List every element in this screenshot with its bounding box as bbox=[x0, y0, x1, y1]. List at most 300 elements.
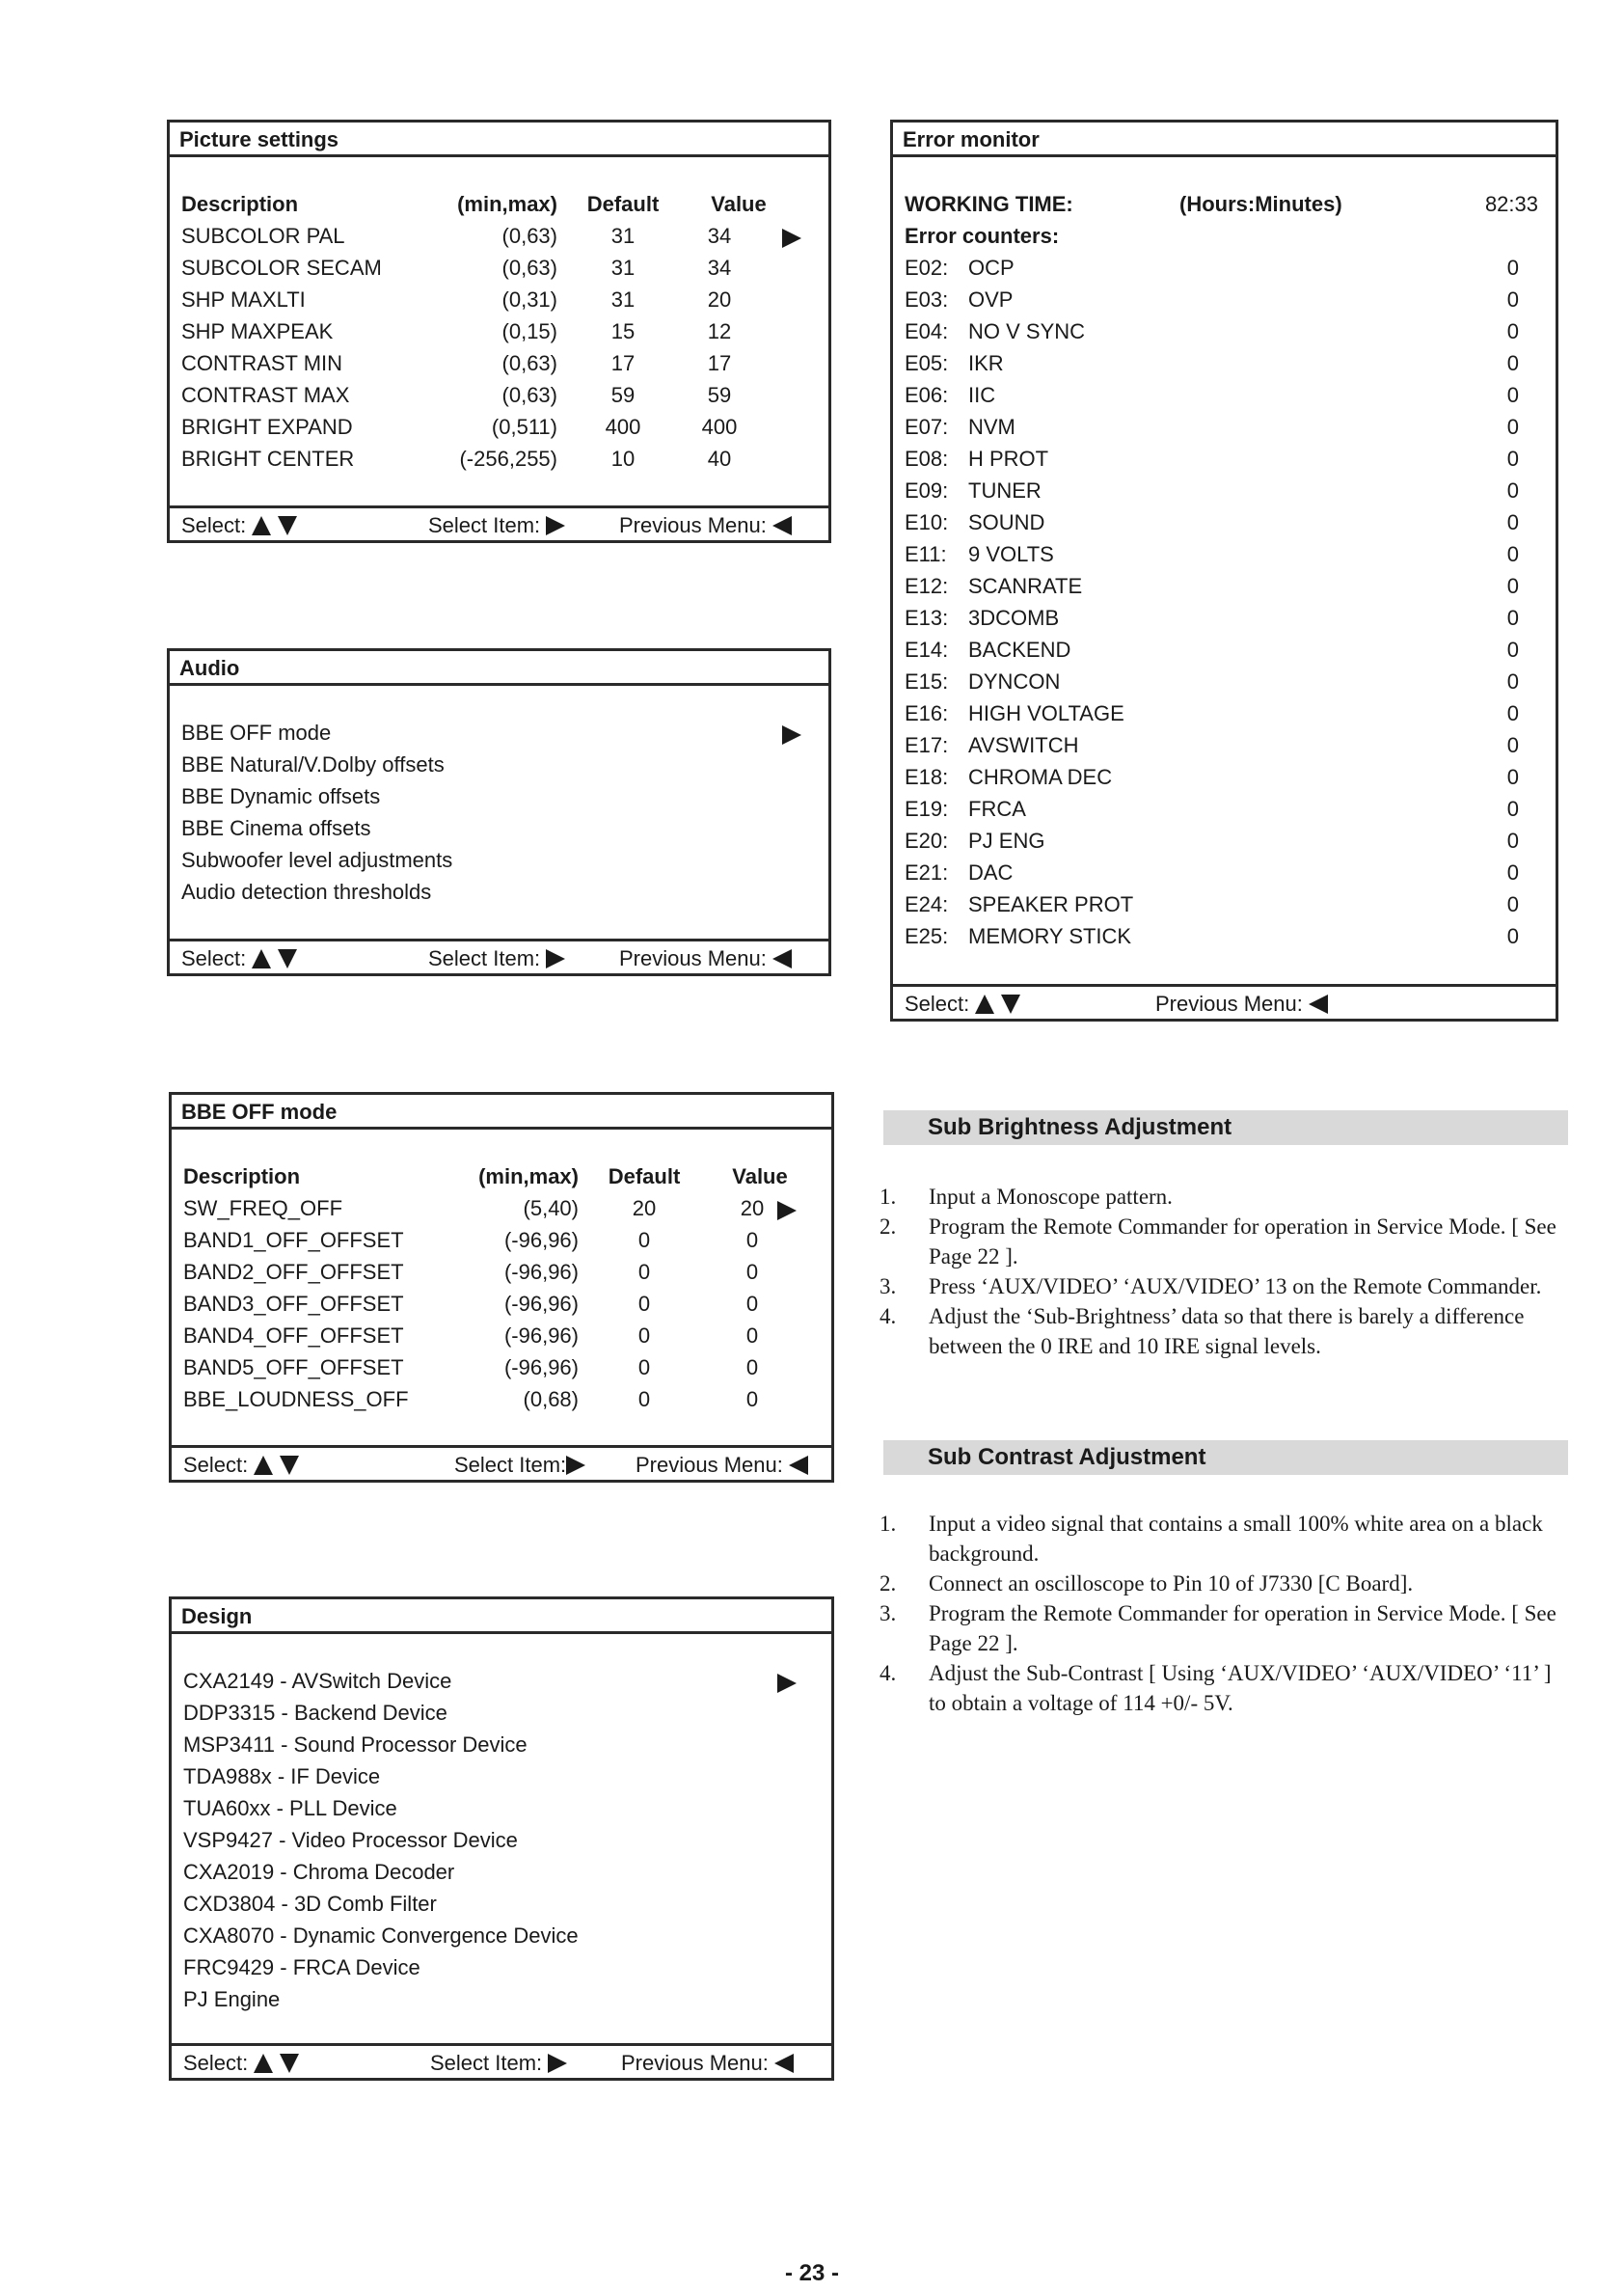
up-arrow-icon bbox=[252, 949, 271, 968]
step-number: 3. bbox=[880, 1274, 897, 1298]
menu-item[interactable] bbox=[170, 816, 828, 848]
sub-brightness-steps bbox=[880, 1182, 1574, 1361]
col-default: Default bbox=[608, 1164, 681, 1188]
select-item-hint bbox=[430, 2051, 567, 2076]
row-minmax: (5,40) bbox=[523, 1196, 579, 1220]
selected-arrow-icon bbox=[777, 1198, 797, 1223]
error-code: E13: bbox=[905, 606, 949, 630]
error-name: FRCA bbox=[968, 797, 1026, 821]
step-text: Input a Monoscope pattern. bbox=[929, 1185, 1173, 1209]
step-text: Connect an oscilloscope to Pin 10 of J7330 [C Board]. bbox=[929, 1571, 1414, 1596]
right-arrow-icon bbox=[548, 2054, 567, 2073]
menu-item-label: DDP3315 - Backend Device bbox=[183, 1701, 447, 1725]
menu-item-label: BBE OFF mode bbox=[181, 721, 332, 745]
error-count: 0 bbox=[1506, 765, 1519, 789]
menu-item[interactable] bbox=[172, 1955, 831, 1987]
step bbox=[880, 1509, 1574, 1568]
menu-item-label: CXA8070 - Dynamic Convergence Device bbox=[183, 1923, 579, 1948]
left-arrow-icon bbox=[772, 949, 792, 968]
error-row bbox=[893, 383, 1556, 415]
page-number: - 23 - bbox=[784, 2260, 839, 2286]
select-hint bbox=[905, 992, 1020, 1017]
error-count: 0 bbox=[1506, 638, 1519, 662]
row-value: 0 bbox=[745, 1260, 759, 1284]
row-description: BAND3_OFF_OFFSET bbox=[183, 1292, 404, 1316]
select-hint bbox=[183, 2051, 299, 2076]
error-count: 0 bbox=[1506, 797, 1519, 821]
previous-menu-label: Previous Menu: bbox=[636, 1453, 783, 1477]
table-row[interactable] bbox=[170, 287, 828, 319]
up-arrow-icon bbox=[252, 516, 271, 535]
error-row bbox=[893, 510, 1556, 542]
row-value: 0 bbox=[745, 1292, 759, 1316]
error-row bbox=[893, 574, 1556, 606]
step-text: Adjust the ‘Sub-Brightness’ data so that there is barely a difference between the 0 IRE and 10 IRE signal levels. bbox=[929, 1304, 1525, 1358]
menu-item[interactable] bbox=[172, 1701, 831, 1732]
error-name: IKR bbox=[968, 351, 1004, 375]
row-description: BRIGHT CENTER bbox=[181, 447, 355, 471]
error-row bbox=[893, 829, 1556, 860]
menu-item[interactable] bbox=[172, 1669, 831, 1701]
sub-brightness-heading: Sub Brightness Adjustment bbox=[883, 1110, 1568, 1145]
sub-contrast-steps bbox=[880, 1509, 1574, 1718]
select-item-label: Select Item: bbox=[428, 946, 541, 970]
table-row[interactable] bbox=[170, 447, 828, 478]
select-item-hint bbox=[428, 946, 565, 971]
error-name: SPEAKER PROT bbox=[968, 892, 1134, 916]
row-value: 0 bbox=[745, 1387, 759, 1411]
row-value: 59 bbox=[707, 383, 732, 407]
left-arrow-icon bbox=[774, 2054, 794, 2073]
down-arrow-icon bbox=[278, 949, 297, 968]
error-count: 0 bbox=[1506, 829, 1519, 853]
table-row[interactable] bbox=[170, 383, 828, 415]
row-description: BBE_LOUDNESS_OFF bbox=[183, 1387, 409, 1411]
up-arrow-icon bbox=[254, 2054, 273, 2073]
step-number: 2. bbox=[880, 1214, 897, 1239]
menu-item-label: BBE Natural/V.Dolby offsets bbox=[181, 752, 445, 777]
select-item-label: Select Item: bbox=[454, 1453, 567, 1477]
select-item-label: Select Item: bbox=[430, 2051, 543, 2075]
menu-item[interactable] bbox=[172, 1892, 831, 1923]
menu-item-label: CXA2019 - Chroma Decoder bbox=[183, 1860, 455, 1884]
error-name: DYNCON bbox=[968, 669, 1061, 694]
row-value: 20 bbox=[707, 287, 732, 312]
error-name: HIGH VOLTAGE bbox=[968, 701, 1124, 725]
panel-title: Picture settings bbox=[170, 123, 828, 157]
row-default: 31 bbox=[610, 224, 636, 248]
error-row bbox=[893, 669, 1556, 701]
step bbox=[880, 1658, 1574, 1718]
row-minmax: (0,31) bbox=[501, 287, 557, 312]
left-arrow-icon bbox=[772, 516, 792, 535]
selected-arrow-icon bbox=[782, 226, 801, 251]
error-count: 0 bbox=[1506, 574, 1519, 598]
error-count: 0 bbox=[1506, 701, 1519, 725]
step-text: Press ‘AUX/VIDEO’ ‘AUX/VIDEO’ 13 on the Remote Commander. bbox=[929, 1274, 1542, 1298]
error-row bbox=[893, 478, 1556, 510]
row-default: 0 bbox=[637, 1387, 651, 1411]
row-description: BAND2_OFF_OFFSET bbox=[183, 1260, 404, 1284]
row-description: SHP MAXPEAK bbox=[181, 319, 334, 343]
right-arrow-icon bbox=[566, 1456, 585, 1475]
error-code: E25: bbox=[905, 924, 949, 948]
down-arrow-icon bbox=[280, 1456, 299, 1475]
select-label: Select: bbox=[181, 513, 247, 537]
previous-menu-hint bbox=[1155, 992, 1328, 1017]
error-count: 0 bbox=[1506, 319, 1519, 343]
error-code: E03: bbox=[905, 287, 949, 312]
row-minmax: (-96,96) bbox=[503, 1323, 579, 1348]
row-description: SHP MAXLTI bbox=[181, 287, 306, 312]
select-label: Select: bbox=[181, 946, 247, 970]
row-description: CONTRAST MIN bbox=[181, 351, 343, 375]
error-row bbox=[893, 542, 1556, 574]
step-number: 4. bbox=[880, 1661, 897, 1685]
row-value: 400 bbox=[701, 415, 738, 439]
error-code: E16: bbox=[905, 701, 949, 725]
step bbox=[880, 1182, 1574, 1212]
error-name: NO V SYNC bbox=[968, 319, 1086, 343]
table-header bbox=[170, 192, 828, 224]
error-code: E11: bbox=[905, 542, 947, 566]
row-default: 0 bbox=[637, 1323, 651, 1348]
table-row[interactable] bbox=[170, 224, 828, 256]
error-count: 0 bbox=[1506, 478, 1519, 503]
error-count: 0 bbox=[1506, 733, 1519, 757]
table-row[interactable] bbox=[170, 351, 828, 383]
down-arrow-icon bbox=[278, 516, 297, 535]
picture-settings-panel bbox=[167, 120, 831, 543]
error-name: PJ ENG bbox=[968, 829, 1045, 853]
error-code: E21: bbox=[905, 860, 949, 885]
down-arrow-icon bbox=[1001, 995, 1020, 1014]
error-code: E04: bbox=[905, 319, 949, 343]
panel-footer bbox=[172, 2043, 831, 2078]
error-code: E10: bbox=[905, 510, 949, 534]
row-value: 17 bbox=[707, 351, 732, 375]
menu-item-label: TUA60xx - PLL Device bbox=[183, 1796, 397, 1820]
error-name: MEMORY STICK bbox=[968, 924, 1132, 948]
table-row[interactable] bbox=[172, 1228, 831, 1260]
row-value: 0 bbox=[745, 1228, 759, 1252]
previous-menu-label: Previous Menu: bbox=[1155, 992, 1303, 1016]
error-code: E07: bbox=[905, 415, 949, 439]
row-minmax: (-96,96) bbox=[503, 1228, 579, 1252]
table-row[interactable] bbox=[172, 1260, 831, 1292]
error-code: E19: bbox=[905, 797, 949, 821]
row-description: SW_FREQ_OFF bbox=[183, 1196, 343, 1220]
error-count: 0 bbox=[1506, 510, 1519, 534]
select-label: Select: bbox=[183, 2051, 249, 2075]
error-name: NVM bbox=[968, 415, 1015, 439]
error-count: 0 bbox=[1506, 256, 1519, 280]
up-arrow-icon bbox=[254, 1456, 273, 1475]
select-label: Select: bbox=[183, 1453, 249, 1477]
previous-menu-label: Previous Menu: bbox=[619, 513, 767, 537]
up-arrow-icon bbox=[975, 995, 994, 1014]
error-name: DAC bbox=[968, 860, 1014, 885]
menu-item[interactable] bbox=[172, 1923, 831, 1955]
error-row bbox=[893, 860, 1556, 892]
row-default: 0 bbox=[637, 1260, 651, 1284]
row-value: 0 bbox=[745, 1323, 759, 1348]
step-number: 1. bbox=[880, 1185, 897, 1209]
error-name: CHROMA DEC bbox=[968, 765, 1113, 789]
table-row[interactable] bbox=[172, 1387, 831, 1419]
menu-item-label: VSP9427 - Video Processor Device bbox=[183, 1828, 518, 1852]
right-arrow-icon bbox=[546, 516, 565, 535]
down-arrow-icon bbox=[280, 2054, 299, 2073]
previous-menu-hint bbox=[621, 2051, 794, 2076]
error-row bbox=[893, 256, 1556, 287]
row-minmax: (0,68) bbox=[523, 1387, 579, 1411]
row-description: BRIGHT EXPAND bbox=[181, 415, 353, 439]
row-default: 20 bbox=[632, 1196, 657, 1220]
row-default: 59 bbox=[610, 383, 636, 407]
error-count: 0 bbox=[1506, 542, 1519, 566]
error-count: 0 bbox=[1506, 669, 1519, 694]
error-row bbox=[893, 638, 1556, 669]
row-minmax: (0,511) bbox=[491, 415, 557, 439]
panel-title: Audio bbox=[170, 651, 828, 686]
error-counters-label: Error counters: bbox=[905, 224, 1060, 248]
step-text: Program the Remote Commander for operation in Service Mode. [ See Page 22 ]. bbox=[929, 1214, 1556, 1268]
error-row bbox=[893, 892, 1556, 924]
error-name: SCANRATE bbox=[968, 574, 1083, 598]
error-row bbox=[893, 797, 1556, 829]
table-row[interactable] bbox=[170, 415, 828, 447]
row-description: BAND5_OFF_OFFSET bbox=[183, 1355, 404, 1379]
error-code: E14: bbox=[905, 638, 949, 662]
col-description: Description bbox=[183, 1164, 301, 1188]
sub-contrast-heading: Sub Contrast Adjustment bbox=[883, 1440, 1568, 1475]
error-name: SOUND bbox=[968, 510, 1045, 534]
table-row[interactable] bbox=[170, 256, 828, 287]
menu-item-label: CXD3804 - 3D Comb Filter bbox=[183, 1892, 437, 1916]
error-code: E18: bbox=[905, 765, 949, 789]
error-code: E08: bbox=[905, 447, 949, 471]
error-count: 0 bbox=[1506, 287, 1519, 312]
step bbox=[880, 1271, 1574, 1301]
menu-item[interactable] bbox=[172, 1764, 831, 1796]
row-minmax: (0,63) bbox=[501, 383, 557, 407]
row-value: 12 bbox=[707, 319, 732, 343]
error-row bbox=[893, 287, 1556, 319]
panel-footer bbox=[170, 505, 828, 540]
select-hint bbox=[181, 513, 297, 538]
step-number: 1. bbox=[880, 1512, 897, 1536]
previous-menu-hint bbox=[619, 946, 792, 971]
table-row[interactable] bbox=[172, 1196, 831, 1228]
right-arrow-icon bbox=[546, 949, 565, 968]
previous-menu-label: Previous Menu: bbox=[619, 946, 767, 970]
select-item-label: Select Item: bbox=[428, 513, 541, 537]
left-arrow-icon bbox=[1309, 995, 1328, 1014]
menu-item-label: Audio detection thresholds bbox=[181, 880, 432, 904]
row-description: CONTRAST MAX bbox=[181, 383, 350, 407]
row-description: SUBCOLOR SECAM bbox=[181, 256, 382, 280]
row-default: 31 bbox=[610, 256, 636, 280]
step-text: Input a video signal that contains a small 100% white area on a black background. bbox=[929, 1512, 1543, 1566]
selected-arrow-icon bbox=[782, 723, 801, 748]
row-minmax: (0,63) bbox=[501, 224, 557, 248]
working-time-value: 82:33 bbox=[1484, 192, 1538, 216]
error-name: 9 VOLTS bbox=[968, 542, 1054, 566]
design-panel bbox=[169, 1596, 834, 2081]
row-value: 0 bbox=[745, 1355, 759, 1379]
error-row bbox=[893, 415, 1556, 447]
working-time-label: WORKING TIME: bbox=[905, 192, 1073, 216]
menu-item-label: Subwoofer level adjustments bbox=[181, 848, 453, 872]
menu-item-label: TDA988x - IF Device bbox=[183, 1764, 381, 1788]
panel-title: Error monitor bbox=[893, 123, 1556, 157]
panel-footer bbox=[893, 984, 1556, 1019]
row-minmax: (-256,255) bbox=[459, 447, 557, 471]
error-row bbox=[893, 924, 1556, 956]
col-default: Default bbox=[586, 192, 660, 216]
error-name: BACKEND bbox=[968, 638, 1071, 662]
step bbox=[880, 1598, 1574, 1658]
menu-item[interactable] bbox=[170, 880, 828, 912]
error-count: 0 bbox=[1506, 415, 1519, 439]
select-item-hint bbox=[428, 513, 565, 538]
error-code: E09: bbox=[905, 478, 949, 503]
error-count: 0 bbox=[1506, 860, 1519, 885]
selected-arrow-icon bbox=[777, 1671, 797, 1696]
menu-item[interactable] bbox=[172, 1732, 831, 1764]
error-code: E24: bbox=[905, 892, 949, 916]
error-name: IIC bbox=[968, 383, 996, 407]
error-row bbox=[893, 447, 1556, 478]
previous-menu-label: Previous Menu: bbox=[621, 2051, 769, 2075]
menu-item-label: BBE Cinema offsets bbox=[181, 816, 371, 840]
row-default: 15 bbox=[610, 319, 636, 343]
error-row bbox=[893, 765, 1556, 797]
previous-menu-hint bbox=[636, 1453, 808, 1478]
table-row[interactable] bbox=[172, 1355, 831, 1387]
table-row[interactable] bbox=[170, 319, 828, 351]
panel-title: BBE OFF mode bbox=[172, 1095, 831, 1130]
row-default: 0 bbox=[637, 1228, 651, 1252]
step bbox=[880, 1568, 1574, 1598]
step-number: 2. bbox=[880, 1571, 897, 1596]
error-name: H PROT bbox=[968, 447, 1049, 471]
error-code: E17: bbox=[905, 733, 949, 757]
table-row[interactable] bbox=[172, 1292, 831, 1323]
working-time-row bbox=[893, 192, 1556, 224]
col-value: Value bbox=[711, 192, 767, 216]
error-count: 0 bbox=[1506, 447, 1519, 471]
menu-item[interactable] bbox=[172, 1828, 831, 1860]
row-default: 0 bbox=[637, 1355, 651, 1379]
row-default: 17 bbox=[610, 351, 636, 375]
row-default: 10 bbox=[610, 447, 636, 471]
row-minmax: (-96,96) bbox=[503, 1260, 579, 1284]
step-text: Adjust the Sub-Contrast [ Using ‘AUX/VIDEO’ ‘AUX/VIDEO’ ‘11’ ] to obtain a voltage of 114 +0/- 5V. bbox=[929, 1661, 1552, 1715]
menu-item-label: BBE Dynamic offsets bbox=[181, 784, 381, 808]
error-count: 0 bbox=[1506, 351, 1519, 375]
step bbox=[880, 1212, 1574, 1271]
menu-item[interactable] bbox=[172, 1860, 831, 1892]
col-minmax: (min,max) bbox=[478, 1164, 579, 1188]
table-row[interactable] bbox=[172, 1323, 831, 1355]
panel-title: Design bbox=[172, 1599, 831, 1634]
menu-item-label: CXA2149 - AVSwitch Device bbox=[183, 1669, 452, 1693]
row-value: 40 bbox=[707, 447, 732, 471]
error-code: E06: bbox=[905, 383, 949, 407]
error-row bbox=[893, 701, 1556, 733]
menu-item[interactable] bbox=[172, 1796, 831, 1828]
menu-item[interactable] bbox=[170, 752, 828, 784]
row-description: BAND1_OFF_OFFSET bbox=[183, 1228, 404, 1252]
error-count: 0 bbox=[1506, 606, 1519, 630]
row-minmax: (0,63) bbox=[501, 256, 557, 280]
select-hint bbox=[181, 946, 297, 971]
row-minmax: (-96,96) bbox=[503, 1355, 579, 1379]
error-monitor-panel bbox=[890, 120, 1558, 1022]
menu-item[interactable] bbox=[172, 1987, 831, 2019]
step bbox=[880, 1301, 1574, 1361]
row-default: 400 bbox=[605, 415, 641, 439]
error-row bbox=[893, 606, 1556, 638]
previous-menu-hint bbox=[619, 513, 792, 538]
step-number: 4. bbox=[880, 1304, 897, 1328]
row-default: 0 bbox=[637, 1292, 651, 1316]
col-value: Value bbox=[732, 1164, 788, 1188]
col-minmax: (min,max) bbox=[457, 192, 557, 216]
panel-footer bbox=[172, 1445, 831, 1480]
panel-footer bbox=[170, 939, 828, 973]
error-count: 0 bbox=[1506, 924, 1519, 948]
error-row bbox=[893, 319, 1556, 351]
error-row bbox=[893, 733, 1556, 765]
menu-item[interactable] bbox=[170, 784, 828, 816]
row-description: SUBCOLOR PAL bbox=[181, 224, 345, 248]
error-count: 0 bbox=[1506, 383, 1519, 407]
bbe-off-mode-panel bbox=[169, 1092, 834, 1483]
table-header bbox=[172, 1164, 831, 1196]
menu-item-label: FRC9429 - FRCA Device bbox=[183, 1955, 420, 1979]
row-minmax: (-96,96) bbox=[503, 1292, 579, 1316]
error-name: OCP bbox=[968, 256, 1015, 280]
error-code: E20: bbox=[905, 829, 949, 853]
select-label: Select: bbox=[905, 992, 970, 1016]
audio-panel bbox=[167, 648, 831, 976]
error-name: 3DCOMB bbox=[968, 606, 1060, 630]
menu-item[interactable] bbox=[170, 848, 828, 880]
row-value: 34 bbox=[707, 224, 732, 248]
select-item-hint bbox=[454, 1453, 585, 1478]
step-text: Program the Remote Commander for operation in Service Mode. [ See Page 22 ]. bbox=[929, 1601, 1556, 1655]
working-time-unit: (Hours:Minutes) bbox=[1179, 192, 1342, 216]
row-minmax: (0,15) bbox=[501, 319, 557, 343]
row-value: 20 bbox=[740, 1196, 765, 1220]
row-description: BAND4_OFF_OFFSET bbox=[183, 1323, 404, 1348]
step-number: 3. bbox=[880, 1601, 897, 1625]
error-row bbox=[893, 351, 1556, 383]
error-name: TUNER bbox=[968, 478, 1042, 503]
error-code: E15: bbox=[905, 669, 949, 694]
menu-item-label: MSP3411 - Sound Processor Device bbox=[183, 1732, 528, 1757]
row-value: 34 bbox=[707, 256, 732, 280]
error-name: AVSWITCH bbox=[968, 733, 1079, 757]
row-default: 31 bbox=[610, 287, 636, 312]
col-description: Description bbox=[181, 192, 299, 216]
row-minmax: (0,63) bbox=[501, 351, 557, 375]
menu-item[interactable] bbox=[170, 721, 828, 752]
select-hint bbox=[183, 1453, 299, 1478]
